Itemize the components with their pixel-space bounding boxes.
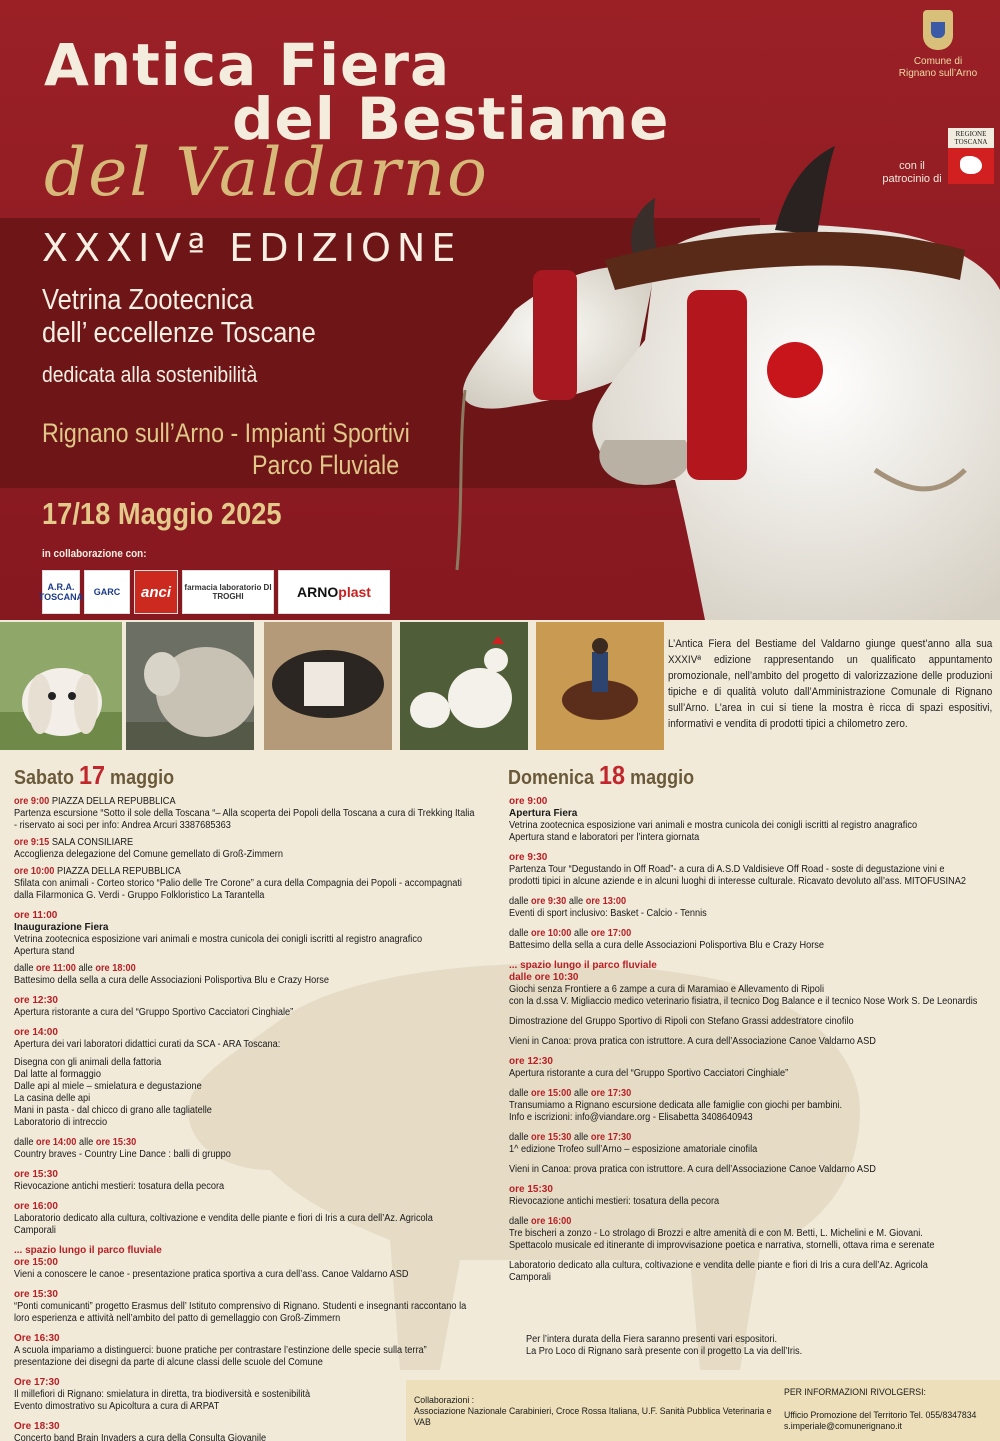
event-place: SALA CONSILIARE: [49, 837, 134, 848]
event-from-label: dalle: [509, 1216, 531, 1227]
edition: XXXIVª EDIZIONE: [42, 226, 462, 270]
list-item: [14, 1333, 494, 1369]
footer-collab-label: Collaborazioni :: [414, 1394, 475, 1405]
footer-info-label: PER INFORMAZIONI RIVOLGERSI:: [784, 1386, 926, 1397]
event-text: Apertura stand: [14, 946, 75, 957]
event-time: dalle ore 10:30: [509, 972, 579, 983]
event-text: Dimostrazione del Gruppo Sportivo di Ripoli con Stefano Grassi addestratore cinofilo: [509, 1016, 854, 1027]
list-item: [509, 1260, 994, 1284]
event-time: ore 15:30: [509, 1184, 553, 1195]
event-to-label: alle: [571, 928, 591, 939]
sunday-title-b: maggio: [630, 767, 695, 789]
saturday-title-num: 17: [79, 760, 106, 790]
event-text: Camporali: [509, 1272, 551, 1283]
horse-rider-photo: [536, 622, 664, 750]
event-text: Mani in pasta - dal chicco di grano alle tagliatelle: [14, 1105, 212, 1116]
footer-box: [406, 1380, 1000, 1441]
event-time: ore 11:00: [35, 963, 76, 974]
list-item: [509, 796, 994, 844]
sunday-title-a: Domenica: [508, 767, 595, 789]
chickens-photo: [400, 622, 528, 750]
saturday-program: [14, 796, 494, 1441]
event-text: Battesimo della sella a cura delle Associazioni Polisportiva Blu e Crazy Horse: [509, 940, 824, 951]
list-item: [509, 1184, 994, 1208]
sheep-photo: [126, 622, 254, 750]
event-time: ore 9:30: [509, 852, 548, 863]
footer-info: [784, 1386, 998, 1431]
event-text: Tre bischeri a zonzo - Lo strolago di Brozzi e altre amenità di e con M. Betti, L. Michelini e M. Giovani.: [509, 1228, 923, 1239]
footer-collab-line-1: Associazione Nazionale Carabinieri, Croce Rossa Italiana, U.F. Sanità Pubblica Veterinaria e: [414, 1405, 772, 1416]
event-text: Battesimo della sella a cura delle Associazioni Polisportiva Blu e Crazy Horse: [14, 975, 329, 986]
event-text: prodotti tipici in alcune aziende e in alcuni luoghi di interesse culturale. Ricavato devoluto all’ass. MITOFUSINA2: [509, 876, 967, 887]
ara-logo: A.R.A. TOSCANA: [42, 570, 80, 614]
event-time: ore 9:00: [14, 796, 50, 807]
event-text: presentazione dei disegni da parte di alcune classi delle scuole del Comune: [14, 1357, 323, 1368]
comune-badge: [886, 10, 990, 80]
exhibitors-note: [526, 1334, 826, 1358]
place-line-2: Parco Fluviale: [252, 450, 400, 480]
event-time: ore 17:00: [590, 928, 632, 939]
event-time: ore 11:00: [14, 910, 58, 921]
event-time: ore 16:00: [530, 1216, 572, 1227]
event-time: ore 12:30: [509, 1056, 553, 1067]
event-text: La casina delle api: [14, 1093, 91, 1104]
event-text: Vieni in Canoa: prova pratica con istruttore. A cura dell’Associazione Canoe Valdarno ASD: [509, 1036, 876, 1047]
event-time: Ore 17:30: [14, 1377, 60, 1388]
event-text: Giochi senza Frontiere a 6 zampe a cura di Maramiao e Allevamento di Ripoli: [509, 984, 824, 995]
event-text: - riservato ai soci per info: Andrea Arcuri 3387685363: [14, 820, 231, 831]
event-text: Evento dimostrativo su Apicoltura a cura di ARPAT: [14, 1401, 220, 1412]
event-text: Laboratorio dedicato alla cultura, coltivazione e vendita delle piante e fiori di Iris a cura dell’Az. Agricola: [14, 1213, 433, 1224]
event-time: ore 16:00: [14, 1201, 58, 1212]
event-from-label: dalle: [509, 928, 531, 939]
troghi-logo: farmacia laboratorio DI TROGHI: [182, 570, 274, 614]
event-text: loro esperienza e attività nell’ambito del patto di gemellaggio con Groß-Zimmern: [14, 1313, 341, 1324]
event-time: ore 14:00: [14, 1027, 58, 1038]
saturday-title-b: maggio: [110, 767, 175, 789]
list-item: [14, 866, 494, 902]
title-line-3: del Valdarno: [44, 134, 489, 211]
intro-text: [668, 636, 992, 732]
oxen-image: [455, 140, 1000, 620]
section-highlight: ... spazio lungo il parco fluviale: [14, 1245, 162, 1256]
event-heading: Inaugurazione Fiera: [14, 922, 109, 933]
footer-collab-line-2: VAB: [414, 1416, 431, 1427]
event-time: ore 15:00: [14, 1257, 58, 1268]
event-text: Laboratorio dedicato alla cultura, coltivazione e vendita delle piante e fiori di Iris a cura dell’Az. Agricola: [509, 1260, 928, 1271]
event-text: con la d.ssa V. Migliaccio medico veterinario fisiatra, il tecnico Dog Balance e il tecnico Nose Work S. De Leonardis: [509, 996, 978, 1007]
event-time: ore 13:00: [585, 896, 627, 907]
event-text: Dalle api al miele – smielatura e degustazione: [14, 1081, 202, 1092]
event-text: Transumiamo a Rignano escursione dedicata alle famiglie con giochi per bambini.: [509, 1100, 843, 1111]
comune-line-2: Rignano sull’Arno: [898, 68, 978, 79]
place-line-1: Rignano sull’Arno - Impianti Sportivi: [42, 418, 410, 448]
event-time: ore 14:00: [35, 1137, 77, 1148]
event-text: Apertura dei vari laboratori didattici curati da SCA - ARA Toscana:: [14, 1039, 281, 1050]
event-text: dalla Filarmonica G. Verdi - Gruppo Folkloristico La Tarantella: [14, 890, 265, 901]
event-time: ore 18:00: [95, 963, 136, 974]
list-item: [14, 837, 494, 861]
sunday-title-num: 18: [599, 760, 626, 790]
event-text: Vieni a conoscere le canoe - presentazione pratica sportiva a cura dell’ass. Canoe Valdarno ASD: [14, 1269, 409, 1280]
event-time: ore 9:00: [509, 796, 548, 807]
list-item: [509, 928, 994, 952]
event-to-label: alle: [76, 1137, 96, 1148]
event-text: Il millefiori di Rignano: smielatura in diretta, tra biodiversità e sostenibilità: [14, 1389, 311, 1400]
dedicated-text: dedicata alla sostenibilità: [42, 362, 258, 387]
arnoplast-logo: [278, 570, 390, 614]
rabbit-photo: [0, 622, 122, 750]
event-from-label: dalle: [14, 1137, 36, 1148]
list-item: [14, 910, 494, 958]
event-text: Apertura ristorante a cura del “Gruppo Sportivo Cacciatori Cinghiale”: [14, 1007, 294, 1018]
event-time: ore 15:30: [14, 1169, 58, 1180]
footer-info-line-1: Ufficio Promozione del Territorio Tel. 055/8347834: [784, 1409, 977, 1420]
list-item: [509, 960, 994, 1008]
list-item: [509, 1016, 994, 1028]
event-text: Apertura ristorante a cura del “Gruppo Sportivo Cacciatori Cinghiale”: [509, 1068, 789, 1079]
event-to-label: alle: [571, 1132, 591, 1143]
footer-info-email: s.imperiale@comunerignano.it: [784, 1420, 902, 1431]
event-text: Country braves - Country Line Dance : balli di gruppo: [14, 1149, 231, 1160]
list-item: [14, 1169, 494, 1193]
list-item: [509, 1216, 994, 1252]
list-item: [14, 1201, 494, 1237]
event-to-label: alle: [566, 896, 586, 907]
list-item: [509, 852, 994, 888]
event-time: ore 9:30: [530, 896, 567, 907]
event-time: ore 15:30: [95, 1137, 137, 1148]
event-text: Eventi di sport inclusivo: Basket - Calcio - Tennis: [509, 908, 707, 919]
event-time: ore 15:00: [530, 1088, 572, 1099]
event-time: ore 15:30: [530, 1132, 572, 1143]
list-item: [509, 1056, 994, 1080]
event-text: Vetrina zootecnica esposizione vari animali e mostra cunicola dei conigli iscritti al registro anagrafico: [509, 820, 918, 831]
event-heading: Apertura Fiera: [509, 808, 578, 819]
patrocinio-text: [880, 160, 944, 186]
event-time: ore 17:30: [590, 1088, 632, 1099]
saturday-title-a: Sabato: [14, 767, 75, 789]
saturday-title: [14, 760, 174, 791]
event-text: Vieni in Canoa: prova pratica con istruttore. A cura dell’Associazione Canoe Valdarno ASD: [509, 1164, 876, 1175]
event-text: A scuola impariamo a distinguerci: buone pratiche per contrastare l’estinzione delle specie sulla terra”: [14, 1345, 427, 1356]
list-item: [14, 1245, 494, 1281]
list-item: [14, 1137, 494, 1161]
event-to-label: alle: [75, 963, 96, 974]
patrocinio-line-1: con il: [899, 160, 925, 172]
list-item: [509, 896, 994, 920]
section-highlight: ... spazio lungo il parco fluviale: [509, 960, 657, 971]
event-text: 1^ edizione Trofeo sull’Arno – esposizione amatoriale cinofila: [509, 1144, 758, 1155]
event-to-label: alle: [571, 1088, 591, 1099]
event-text: Disegna con gli animali della fattoria: [14, 1057, 162, 1068]
event-text: Sfilata con animali - Corteo storico “Palio delle Tre Corone” a cura della Compagnia dei Popoli - accompagnati: [14, 878, 462, 889]
list-item: [14, 995, 494, 1019]
pegasus-flag-icon: [948, 148, 994, 184]
event-text: “Ponti comunicanti” progetto Erasmus dell’ Istituto comprensivo di Rignano. Studenti e insegnanti raccontano la: [14, 1301, 467, 1312]
event-time: Ore 16:30: [14, 1333, 60, 1344]
event-text: Camporali: [14, 1225, 56, 1236]
footer-collaborations: [414, 1394, 774, 1427]
event-text: Spettacolo musicale ed itinerante di improvvisazione poetica e narrativa, stornelli, ottava rima e serenate: [509, 1240, 935, 1251]
event-time: ore 10:00: [530, 928, 572, 939]
arnoplast-logo-a: ARNO: [297, 584, 339, 600]
event-from-label: dalle: [509, 896, 531, 907]
patrocinio-line-2: patrocinio di: [882, 173, 942, 185]
event-text: Laboratorio di intreccio: [14, 1117, 108, 1128]
comune-line-1: Comune di: [913, 56, 963, 67]
pig-photo: [264, 622, 392, 750]
crest-icon: [923, 10, 953, 50]
partner-logos: [38, 570, 390, 614]
list-item: [14, 1027, 494, 1129]
event-time: ore 15:30: [14, 1289, 58, 1300]
list-item: [509, 1036, 994, 1048]
event-place: PIAZZA DELLA REPUBBLICA: [54, 866, 181, 877]
subtitle-line-1: Vetrina Zootecnica: [42, 284, 254, 316]
anci-logo: anci: [134, 570, 178, 614]
event-from-label: dalle: [509, 1132, 531, 1143]
sunday-program: [509, 796, 994, 1289]
title-line-2: del Bestiame: [232, 85, 670, 153]
event-text: Concerto band Brain Invaders a cura della Consulta Giovanile: [14, 1433, 267, 1441]
regione-line-1: REGIONE: [955, 130, 987, 138]
list-item: [14, 796, 494, 832]
event-time: ore 12:30: [14, 995, 58, 1006]
intro-paragraph: L’Antica Fiera del Bestiame del Valdarno giunge quest’anno alla sua XXXIVª edizione rappresentando un qualificato appuntamento promozionale, nell’ambito del progetto di valorizzazione delle produzioni tipiche e di qualità voluto dall’Amministrazione Comunale di Rignano sull’Arno. L’area in cui si tiene la mostra è ricca di spazi espositivi, informativi e vendita di prodotti tipici a chilometro zero.: [668, 638, 993, 730]
event-text: Rievocazione antichi mestieri: tosatura della pecora: [14, 1181, 225, 1192]
event-time: Ore 18:30: [14, 1421, 60, 1432]
event-text: Rievocazione antichi mestieri: tosatura della pecora: [509, 1196, 720, 1207]
event-time: ore 10:00: [14, 866, 55, 877]
poster-header: [0, 0, 1000, 620]
collab-label: in collaborazione con:: [42, 548, 147, 560]
event-dates: 17/18 Maggio 2025: [42, 496, 282, 531]
event-from-label: dalle: [509, 1088, 531, 1099]
title-line-1: Antica Fiera: [44, 31, 451, 99]
list-item: [509, 1088, 994, 1124]
event-place: PIAZZA DELLA REPUBBLICA: [49, 796, 176, 807]
event-time: ore 9:15: [14, 837, 50, 848]
event-text: Info e iscrizioni: info@viandare.org - Elisabetta 3408640943: [509, 1112, 753, 1123]
event-text: Accoglienza delegazione del Comune gemellato di Groß-Zimmern: [14, 849, 283, 860]
regione-toscana-badge: [948, 128, 994, 184]
event-text: Partenza escursione “Sotto il sole della Toscana “– Alla scoperta dei Popoli della Toscana a cura di Trekking Italia: [14, 808, 475, 819]
event-text: Vetrina zootecnica esposizione vari animali e mostra cunicola dei conigli iscritti al registro anagrafico: [14, 934, 423, 945]
list-item: [509, 1164, 994, 1176]
garc-logo: GARC: [84, 570, 130, 614]
event-text: Apertura stand e laboratori per l’intera giornata: [509, 832, 700, 843]
note-line-2: La Pro Loco di Rignano sarà presente con il progetto La via dell’Iris.: [526, 1346, 803, 1357]
event-time: ore 17:30: [590, 1132, 632, 1143]
subtitle: [42, 284, 316, 350]
event-text: Partenza Tour “Degustando in Off Road”- a cura di A.S.D Valdisieve Off Road - soste di degustazione vini e: [509, 864, 945, 875]
event-text: Dal latte al formaggio: [14, 1069, 101, 1080]
arnoplast-logo-b: plast: [338, 584, 371, 600]
list-item: [14, 963, 494, 987]
list-item: [14, 1289, 494, 1325]
note-line-1: Per l’intera durata della Fiera saranno presenti vari espositori.: [526, 1334, 778, 1345]
subtitle-line-2: dell’ eccellenze Toscane: [42, 317, 316, 349]
list-item: [509, 1132, 994, 1156]
sunday-title: [508, 760, 694, 791]
event-from-label: dalle: [14, 963, 36, 974]
regione-line-2: TOSCANA: [954, 138, 988, 146]
